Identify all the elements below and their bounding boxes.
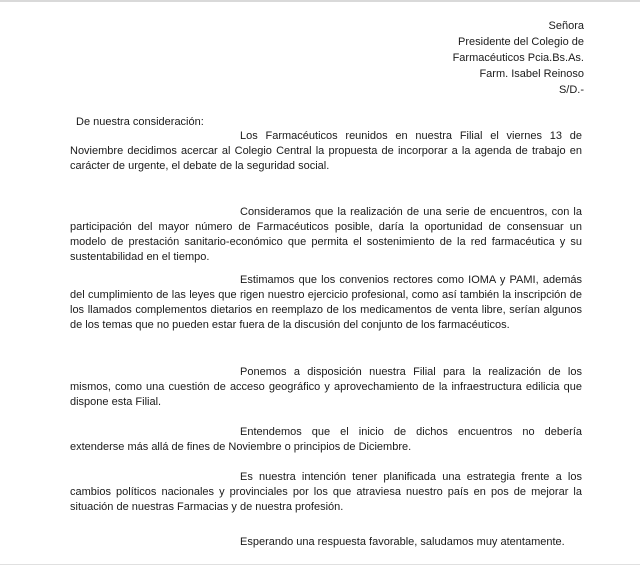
paragraph-6: Es nuestra intención tener planificada una estrategia frente a los cambios políticos nacionales y provinciales por los que atraviesa nuestro país en pos de mejorar la situación de nuestras Farmacias y de nuestra profesión. [70,471,582,513]
paragraph-3: Estimamos que los convenios rectores como IOMA y PAMI, además del cumplimiento de las leyes que rigen nuestro ejercicio profesional, como así también la inscripción de los llamados complementos dietarios en reemplazo de los medicamentos de venta libre, serían algunos de los temas que no pueden estar fuera de la discusión del conjunto de los farmacéuticos. [70,274,582,331]
paragraph-5: Entendemos que el inicio de dichos encuentros no debería extenderse más allá de fines de Noviembre o principios de Diciembre. [70,426,582,453]
recipient-title: Señora [548,20,584,32]
recipient-position: Presidente del Colegio de [458,36,584,48]
paragraph-1: Los Farmacéuticos reunidos en nuestra Filial el viernes 13 de Noviembre decidimos acercar al Colegio Central la propuesta de incorporar a la agenda de trabajo en carácter de urgente, el debate de la seguridad social. [70,130,582,172]
recipient-name: Farm. Isabel Reinoso [479,68,584,80]
recipient-institution: Farmacéuticos Pcia.Bs.As. [452,52,584,64]
paragraph-4: Ponemos a disposición nuestra Filial para la realización de los mismos, como una cuestión de acceso geográfico y aprovechamiento de la infraestructura edilicia que dispone esta Filial. [70,366,582,408]
paragraph-7: Esperando una respuesta favorable, saludamos muy atentamente. [240,536,565,548]
bottom-divider [0,564,640,565]
paragraph-2: Consideramos que la realización de una serie de encuentros, con la participación del mayor número de Farmacéuticos posible, daría la oportunidad de consensuar un modelo de prestación sanitario-económico que permita el sostenimiento de la red farmacéutica y su sustentabilidad en el tiempo. [70,206,582,263]
recipient-block [453,18,584,98]
recipient-sd: S/D.- [558,84,584,96]
top-border [0,0,640,2]
letter-greeting: De nuestra consideración: [76,116,204,128]
